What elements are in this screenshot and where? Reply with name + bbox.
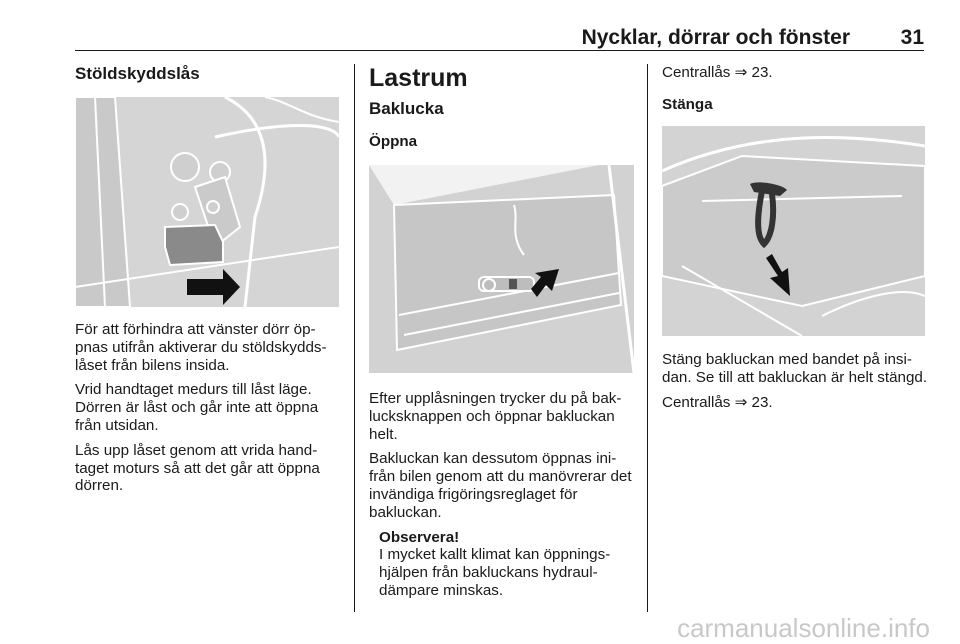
note-title: Observera! xyxy=(379,528,460,546)
left-text xyxy=(75,321,341,502)
heading-close: Stänga xyxy=(662,95,713,113)
paragraph: Bakluckan kan dessutom öppnas ini-från bilen genom att du manövrerar det invändiga frigöringsreglaget för bakluckan. xyxy=(369,450,632,521)
watermark: carmanualsonline.info xyxy=(677,613,930,643)
page-header xyxy=(75,26,924,51)
page-number: 31 xyxy=(900,26,924,49)
middle-column xyxy=(369,64,634,158)
heading-cargo: Lastrum xyxy=(369,64,468,92)
cross-reference: Centrallås ⇒ 23. xyxy=(662,64,773,81)
right-text xyxy=(662,351,928,418)
paragraph: För att förhindra att vänster dörr öp-pnas utifrån aktiverar du stöldskydds-låset från bilens insida. xyxy=(75,321,327,374)
heading-anti-theft-lock: Stöldskyddslås xyxy=(75,64,200,83)
left-column xyxy=(75,64,341,84)
section-title: Nycklar, dörrar och fönster xyxy=(581,26,850,49)
note-text: I mycket kallt klimat kan öppnings-hjälpen från bakluckans hydraul-dämpare minskas. xyxy=(379,546,611,599)
paragraph: Lås upp låset genom att vrida hand-taget moturs så att det går att öppna dörren. xyxy=(75,441,320,495)
heading-tailgate: Baklucka xyxy=(369,99,444,118)
heading-open: Öppna xyxy=(369,133,418,150)
middle-text xyxy=(369,390,634,607)
paragraph: Vrid handtaget medurs till låst läge. Dörren är låst och går inte att öppna från utsidan. xyxy=(75,381,319,434)
column-divider-right xyxy=(647,64,648,612)
right-column xyxy=(662,64,928,121)
column-divider-left xyxy=(354,64,355,612)
paragraph: Efter upplåsningen trycker du på bak-lucksknappen och öppnar bakluckan helt. xyxy=(369,390,622,443)
figure-anti-theft-lock xyxy=(75,97,339,307)
figure-tailgate-open xyxy=(369,165,634,373)
paragraph: Stäng bakluckan med bandet på insi-dan. Se till att bakluckan är helt stängd. xyxy=(662,351,928,386)
note-box xyxy=(369,529,634,600)
cross-reference: Centrallås ⇒ 23. xyxy=(662,393,773,411)
figure-tailgate-close xyxy=(662,126,925,336)
